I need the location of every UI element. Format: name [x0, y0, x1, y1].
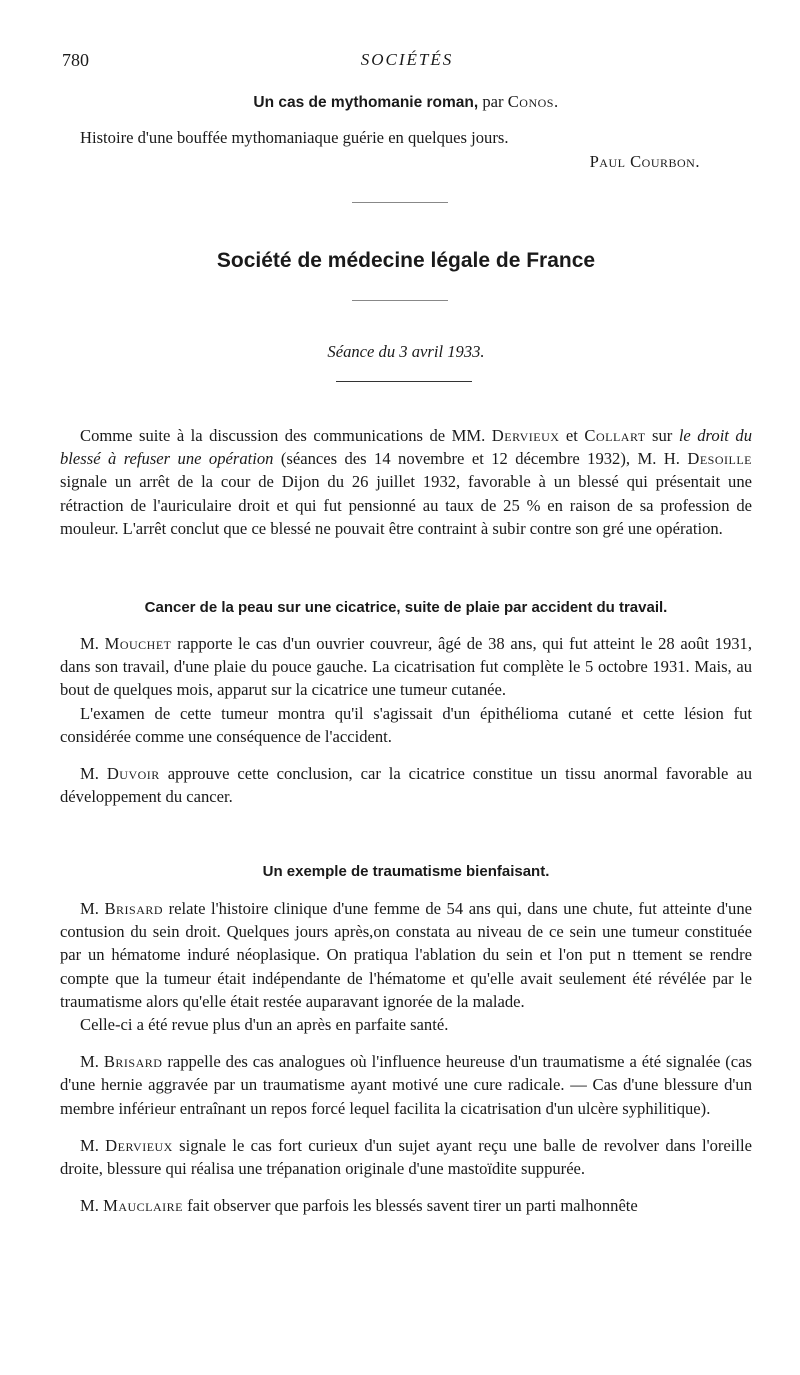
intro-paragraph-block — [60, 424, 752, 540]
session-date: Séance du 3 avril 1933. — [327, 342, 485, 361]
person-name: Mauclaire — [103, 1196, 183, 1216]
person-name: Duvoir — [106, 764, 160, 784]
item1-summary: Histoire d'une bouffée mythomaniaque guérie en quelques jours. — [80, 128, 509, 147]
section2-body — [60, 897, 752, 1217]
section1-body — [60, 632, 752, 808]
section2-paragraph-1: M. Brisard relate l'histoire clinique d'une femme de 54 ans qui, dans une chute, fut atteinte d'une contusion du sein droit. Quelques jours après,on constata au niveau de ce sein une tumeur constituée par un hématome induré néoplasique. On pratiqua l'ablation du sein et l'on put n ttement se rendre compte que la tumeur était indépendante de l'hématome et qu'elle avait seulement été révélée par le traumatisme alors qu'elle était restée auparavant ignorée de la malade. — [60, 899, 752, 1011]
section2-paragraph-3: M. Brisard rappelle des cas analogues où l'influence heureuse d'un traumatisme a été signalée (cas d'une hernie aggravée par un traumatisme ayant motivé une cure radicale. — Cas d'une blessure d'un membre inférieur entraînant un repos forcé lequel facilita la cicatrisation d'un ulcère syphilitique). — [60, 1052, 752, 1118]
item1-summary-block — [60, 126, 752, 149]
item1-author: Conos. — [507, 92, 559, 111]
section2-paragraph-2: Celle-ci a été revue plus d'un an après en parfaite santé. — [80, 1015, 449, 1035]
person-name: Mouchet — [104, 634, 172, 653]
item1-heading — [60, 90, 752, 114]
divider — [336, 381, 472, 382]
person-name: Dervieux — [491, 426, 560, 445]
section1-title: Cancer de la peau sur une cicatrice, suite de plaie par accident du travail. — [144, 599, 668, 616]
society-name: Société de médecine légale de France — [216, 249, 596, 272]
page-number: 780 — [62, 50, 89, 70]
topic-title: le droit du blessé à refuser une opération — [60, 426, 752, 469]
section2-paragraph-4: M. Dervieux signale le cas fort curieux d'un sujet ayant reçu une balle de revolver dans l'oreille droite, blessure qui réalisa une trépanation originale d'une mastoïdite suppurée. — [60, 1135, 752, 1179]
section1-heading — [60, 596, 752, 619]
section2-title: Un exemple de traumatisme bienfaisant. — [262, 863, 550, 880]
session-block — [60, 340, 752, 363]
item1-by: par — [482, 92, 504, 111]
intro-paragraph: Comme suite à la discussion des communications de MM. Dervieux et Collart sur le droit du blessé à refuser une opération (séances des 14 novembre et 12 décembre 1932), M. H. Desoille signale un arrêt de la cour de Dijon du 26 juillet 1932, favorable à un blessé qui présentait une rétraction de l'auriculaire droit et qui fut pensionné au taux de 25 % en raison de sa profession de mouleur. L'arrêt conclut que ce blessé ne pouvait être contraint à subir contre son gré une opération. — [60, 426, 752, 538]
section2-paragraph-5: M. Mauclaire fait observer que parfois les blessés savent tirer un parti malhonnête — [80, 1196, 638, 1216]
running-header — [62, 50, 752, 74]
person-name: Desoille — [687, 449, 752, 469]
society-heading — [60, 246, 752, 276]
person-name: Dervieux — [105, 1135, 173, 1155]
person-name: Collart — [584, 426, 646, 445]
item1-signature-block — [60, 150, 752, 173]
running-title: SOCIÉTÉS — [360, 50, 454, 69]
section2-heading — [60, 860, 752, 883]
person-name: Brisard — [104, 899, 164, 918]
divider — [352, 300, 448, 301]
person-name: Brisard — [103, 1052, 163, 1072]
divider — [352, 202, 448, 203]
item1-signature: Paul Courbon. — [589, 152, 700, 171]
section1-paragraph-1: M. Mouchet rapporte le cas d'un ouvrier couvreur, âgé de 38 ans, qui fut atteint le 28 août 1931, dans son travail, d'une plaie du pouce gauche. La cicatrisation fut complète le 5 octobre 1931. Mais, au bout de quelques mois, apparut sur la cicatrice une tumeur cutanée. — [60, 634, 752, 700]
item1-title: Un cas de mythomanie roman, — [253, 94, 479, 111]
section1-paragraph-2: L'examen de cette tumeur montra qu'il s'agissait d'un épithélioma cutané et cette lésion fut considérée comme une conséquence de l'accident. — [60, 703, 752, 746]
section1-paragraph-3: M. Duvoir approuve cette conclusion, car la cicatrice constitue un tissu anormal favorable au développement du cancer. — [60, 764, 752, 807]
